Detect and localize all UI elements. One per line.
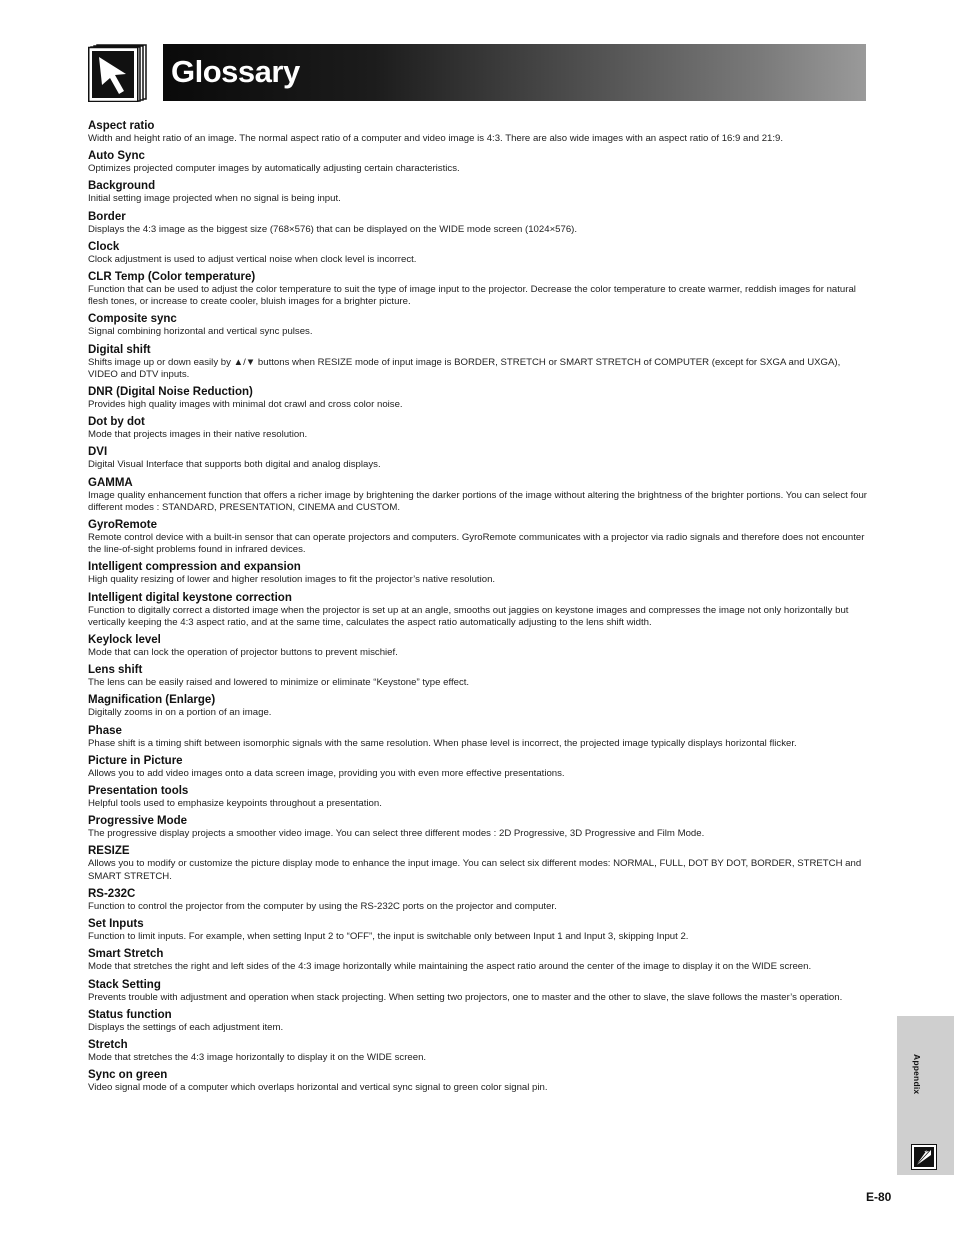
glossary-entry bbox=[88, 148, 868, 175]
section-side-tab bbox=[897, 1016, 954, 1175]
glossary-entry bbox=[88, 269, 868, 308]
glossary-term: CLR Temp (Color temperature) bbox=[88, 271, 256, 284]
glossary-definition: Optimizes projected computer images by automatically adjusting certain characteristics. bbox=[88, 163, 460, 175]
glossary-definition: Mode that stretches the right and left sides of the 4:3 image horizontally while maintaining the aspect ratio around the center of the image to display it on the WIDE screen. bbox=[88, 961, 812, 973]
glossary-definition: The progressive display projects a smoother video image. You can select three different modes : 2D Progressive, 3D Progressive and Film Mode. bbox=[88, 828, 705, 840]
glossary-definition: Image quality enhancement function that offers a richer image by brightening the darker portions of the image without altering the brightness of the brighter portions. You can select four different modes : STANDARD, PRESENTATION, CINEMA and CUSTOM. bbox=[88, 489, 867, 513]
glossary-term: Stretch bbox=[88, 1038, 128, 1051]
appendix-arrow-icon bbox=[911, 1144, 937, 1170]
glossary-definition: The lens can be easily raised and lowered to minimize or eliminate “Keystone” type effect. bbox=[88, 677, 470, 689]
glossary-term: Picture in Picture bbox=[88, 754, 183, 767]
glossary-entry bbox=[88, 1007, 868, 1034]
glossary-entry bbox=[88, 977, 868, 1004]
glossary-definition: Function to control the projector from the computer by using the RS-232C ports on the projector and computer. bbox=[88, 900, 557, 912]
glossary-term: Background bbox=[88, 180, 156, 193]
glossary-definition: Prevents trouble with adjustment and operation when stack projecting. When setting two projectors, one to master and the other to slave, the slave follows the master’s operation. bbox=[88, 991, 843, 1003]
glossary-term: Auto Sync bbox=[88, 150, 145, 163]
glossary-term: Set Inputs bbox=[88, 918, 144, 931]
glossary-term: Composite sync bbox=[88, 313, 177, 326]
glossary-term: RESIZE bbox=[88, 845, 130, 858]
glossary-term: Smart Stretch bbox=[88, 948, 164, 961]
glossary-entry bbox=[88, 311, 868, 338]
glossary-term: Digital shift bbox=[88, 343, 151, 356]
glossary-term: Aspect ratio bbox=[88, 120, 155, 132]
glossary-entry bbox=[88, 444, 868, 471]
glossary-term: Sync on green bbox=[88, 1069, 168, 1082]
glossary-term: DNR (Digital Noise Reduction) bbox=[88, 386, 253, 399]
glossary-list bbox=[88, 118, 868, 1097]
glossary-definition: Function to digitally correct a distorted image when the projector is set up at an angle, smooths out jaggies on keystone images and compresses the image not only horizontally but vertically keeping the 4:3 aspect ratio, and at the same time, calculates the aspect ratio automatically adjusting to the lens shift width. bbox=[88, 604, 849, 628]
glossary-entry bbox=[88, 886, 868, 913]
glossary-entry bbox=[88, 632, 868, 659]
glossary-definition: Shifts image up or down easily by ▲/▼ buttons when RESIZE mode of input image is BORDER, STRETCH or SMART STRETCH of COMPUTER (except for SXGA and UXGA), VIDEO and DTV inputs. bbox=[88, 356, 841, 380]
glossary-entry bbox=[88, 239, 868, 266]
glossary-entry bbox=[88, 475, 868, 514]
glossary-entry bbox=[88, 342, 868, 381]
glossary-term: RS-232C bbox=[88, 887, 136, 900]
glossary-term: Stack Setting bbox=[88, 978, 161, 991]
glossary-entry bbox=[88, 414, 868, 441]
glossary-entry bbox=[88, 559, 868, 586]
glossary-entry bbox=[88, 783, 868, 810]
glossary-term: Phase bbox=[88, 724, 122, 737]
glossary-term: Progressive Mode bbox=[88, 815, 188, 828]
glossary-term: Border bbox=[88, 210, 126, 223]
glossary-definition: Displays the 4:3 image as the biggest size (768×576) that can be displayed on the WIDE mode screen (1024×576). bbox=[88, 223, 578, 235]
glossary-entry bbox=[88, 692, 868, 719]
glossary-entry bbox=[88, 753, 868, 780]
page-number: E-80 bbox=[866, 1190, 892, 1204]
glossary-definition: Allows you to modify or customize the picture display mode to enhance the input image. You can select six different modes: NORMAL, FULL, DOT BY DOT, BORDER, STRETCH and SMART STRETCH. bbox=[88, 858, 862, 882]
glossary-definition: Signal combining horizontal and vertical sync pulses. bbox=[88, 326, 313, 338]
glossary-definition: Initial setting image projected when no signal is being input. bbox=[88, 193, 341, 205]
glossary-definition: Digitally zooms in on a portion of an image. bbox=[88, 707, 272, 719]
glossary-definition: Helpful tools used to emphasize keypoints throughout a presentation. bbox=[88, 798, 382, 810]
glossary-definition: Provides high quality images with minimal dot crawl and cross color noise. bbox=[88, 399, 403, 411]
glossary-entry bbox=[88, 590, 868, 629]
glossary-entry bbox=[88, 843, 868, 882]
glossary-term: Intelligent digital keystone correction bbox=[88, 591, 292, 604]
glossary-definition: Mode that stretches the 4:3 image horizontally to display it on the WIDE screen. bbox=[88, 1051, 427, 1063]
glossary-definition: Function to limit inputs. For example, when setting Input 2 to “OFF”, the input is switchable only between Input 1 and Input 3, skipping Input 2. bbox=[88, 931, 689, 943]
glossary-entry bbox=[88, 118, 868, 145]
glossary-definition: Width and height ratio of an image. The normal aspect ratio of a computer and video image is 4:3. There are also wide images with an aspect ratio of 16:9 and 21:9. bbox=[88, 133, 784, 144]
glossary-definition: Remote control device with a built-in sensor that can operate projectors and computers. GyroRemote communicates with a projector via radio signals and therefore does not encounter the line-of-sight problems found in infrared devices. bbox=[88, 532, 865, 556]
glossary-term: Status function bbox=[88, 1008, 172, 1021]
appendix-pages-icon bbox=[88, 44, 148, 102]
glossary-entry bbox=[88, 813, 868, 840]
glossary-entry bbox=[88, 723, 868, 750]
glossary-term: Clock bbox=[88, 240, 120, 253]
glossary-term: Keylock level bbox=[88, 634, 161, 647]
glossary-definition: Mode that can lock the operation of projector buttons to prevent mischief. bbox=[88, 647, 398, 659]
glossary-definition: Phase shift is a timing shift between isomorphic signals with the same resolution. When phase level is incorrect, the projected image typically displays horizontal flicker. bbox=[88, 737, 797, 749]
glossary-entry bbox=[88, 1037, 868, 1064]
glossary-definition: Allows you to add video images onto a data screen image, providing you with even more effective presentations. bbox=[88, 767, 565, 779]
glossary-entry bbox=[88, 384, 868, 411]
glossary-definition: Mode that projects images in their native resolution. bbox=[88, 429, 308, 441]
glossary-term: Intelligent compression and expansion bbox=[88, 561, 301, 574]
glossary-definition: Clock adjustment is used to adjust vertical noise when clock level is incorrect. bbox=[88, 253, 417, 265]
glossary-term: Magnification (Enlarge) bbox=[88, 694, 216, 707]
glossary-term: DVI bbox=[88, 446, 108, 459]
glossary-entry bbox=[88, 662, 868, 689]
page-title: Glossary bbox=[171, 54, 300, 89]
glossary-definition: High quality resizing of lower and higher resolution images to fit the projector’s native resolution. bbox=[88, 574, 496, 586]
glossary-entry bbox=[88, 517, 868, 556]
title-banner bbox=[163, 44, 866, 101]
glossary-definition: Video signal mode of a computer which overlaps horizontal and vertical sync signal to green color signal pin. bbox=[88, 1082, 548, 1094]
glossary-definition: Displays the settings of each adjustment item. bbox=[88, 1021, 284, 1033]
glossary-entry bbox=[88, 946, 868, 973]
glossary-definition: Function that can be used to adjust the color temperature to suit the type of image input to the projector. Decrease the color temperature to create warmer, reddish images for natural flesh tones, or increase to create cooler, bluish images for a brighter picture. bbox=[88, 284, 856, 308]
section-tab-label: Appendix bbox=[912, 1054, 922, 1095]
glossary-term: Dot by dot bbox=[88, 416, 145, 429]
glossary-entry bbox=[88, 209, 868, 236]
glossary-term: Lens shift bbox=[88, 664, 143, 677]
glossary-entry bbox=[88, 178, 868, 205]
glossary-term: GyroRemote bbox=[88, 519, 158, 532]
glossary-entry bbox=[88, 916, 868, 943]
glossary-entry bbox=[88, 1067, 868, 1094]
glossary-definition: Digital Visual Interface that supports both digital and analog displays. bbox=[88, 459, 381, 471]
glossary-term: GAMMA bbox=[88, 476, 133, 489]
glossary-term: Presentation tools bbox=[88, 785, 189, 798]
